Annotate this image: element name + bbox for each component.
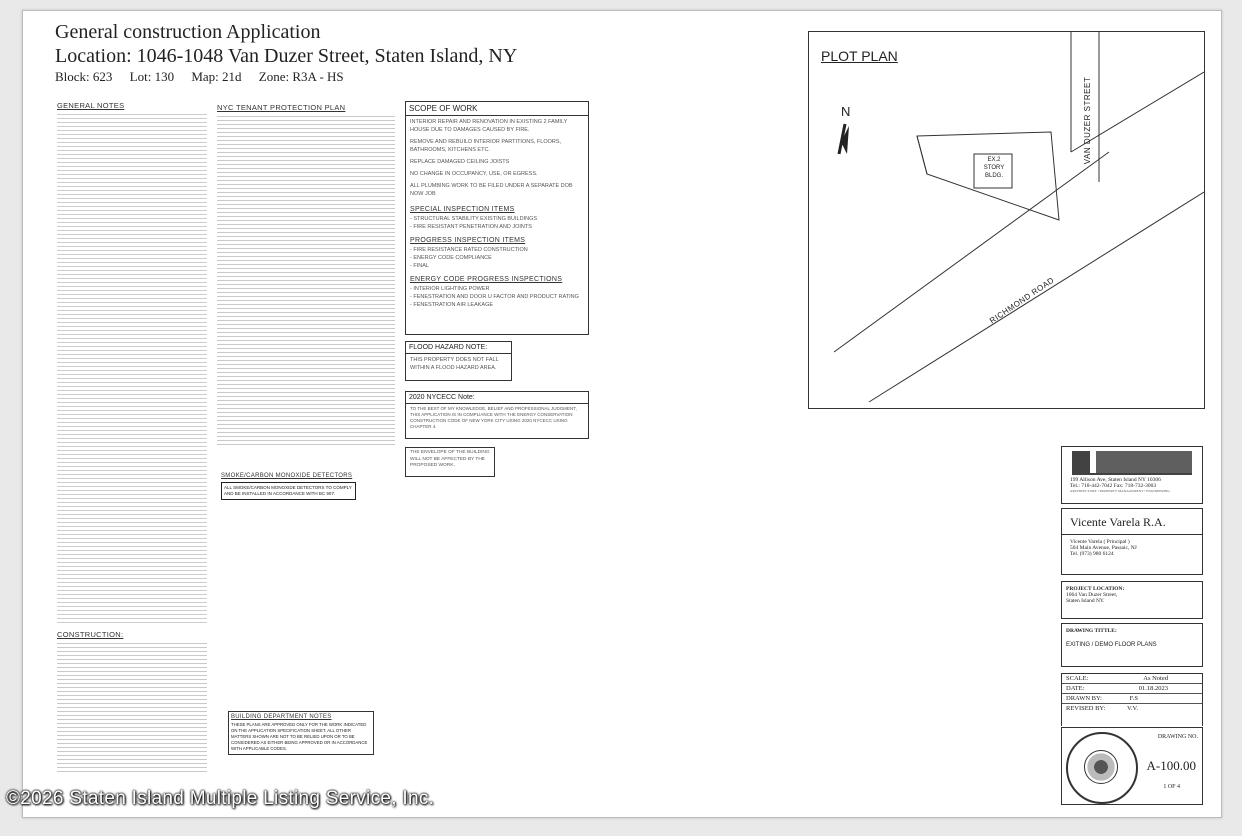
scale-row — [1062, 674, 1202, 684]
flood-text: THIS PROPERTY DOES NOT FALL WITHIN A FLOOD HAZARD AREA. — [410, 357, 499, 371]
street-label-van-duzer: VAN DUZER STREET — [1083, 76, 1093, 165]
special-title: SPECIAL INSPECTION ITEMS — [410, 206, 515, 213]
smoke-detectors — [221, 473, 356, 500]
architect-address: 504 Main Avenue, Passaic, NJ — [1070, 545, 1137, 551]
building-dept-notes — [228, 711, 374, 755]
scale-label: SCALE: — [1066, 675, 1089, 682]
company-address: 199 Allison Ave, Staten Island NY 10306 — [1070, 477, 1161, 483]
scope-line: REMOVE AND REBUILD INTERIOR PARTITIONS, FLOORS, BATHROOMS, KITCHENS ETC. — [410, 139, 562, 153]
flood-title: FLOOD HAZARD NOTE: — [406, 342, 511, 354]
drawing-title-block — [1061, 623, 1203, 667]
sheet-number: 1 OF 4 — [1163, 784, 1180, 790]
revised-value: V.V. — [1127, 705, 1138, 712]
project-location-block — [1061, 581, 1203, 619]
date-row — [1062, 684, 1202, 694]
general-notes — [57, 101, 207, 761]
page-title: General construction Application — [55, 21, 321, 43]
revised-label: REVISED BY: — [1066, 705, 1106, 712]
date-label: DATE: — [1066, 685, 1085, 692]
project-address-2: Staten Island NY. — [1066, 598, 1105, 604]
progress-item: - FINAL — [410, 263, 429, 269]
location: Location: 1046-1048 Van Duzer Street, Staten Island, NY — [55, 45, 518, 67]
architect-name: Vicente Varela R.A. — [1062, 509, 1202, 535]
energy-item: - INTERIOR LIGHTING POWER — [410, 286, 490, 292]
scope-line: REPLACE DAMAGED CEILING JOISTS — [410, 159, 510, 165]
architect-seal — [1066, 732, 1138, 804]
block: Block: 623 — [55, 69, 113, 84]
nycecc-title: 2020 NYCECC Note: — [406, 392, 588, 404]
scope-line: NO CHANGE IN OCCUPANCY, USE, OR EGRESS. — [410, 171, 538, 177]
drawing-sheet — [22, 10, 1222, 818]
energy-item: - FENESTRATION AND DOOR U FACTOR AND PRODUCT RATING — [410, 294, 579, 300]
revised-row — [1062, 704, 1202, 713]
drawing-title-label: DRAWING TITTLE: — [1066, 628, 1117, 634]
nycecc-text: TO THE BEST OF MY KNOWLEDGE, BELIEF AND PROFESSIONAL JUDGMENT, THIS APPLICATION IS IN COMPLIANCE WITH THE ENERGY CONSERVATION CONSTRUCTION CODE OF NEW YORK CITY USING 2020 NYCECC USING CHAPTER 4. — [410, 406, 577, 429]
progress-item: - FIRE RESISTANCE RATED CONSTRUCTION — [410, 247, 528, 253]
drawn-row — [1062, 694, 1202, 704]
building-dept-text: THESE PLANS ARE APPROVED ONLY FOR THE WORK INDICATED ON THE APPLICATION SPECIFICATION SHEET. ALL OTHER MATTERS SHOWN ARE NOT TO BE RELIED UPON OR TO BE CONSIDERED AS EITHER BEING APPROVED OR IN ACCORDANCE WITH APPLICABLE CODES. — [231, 722, 368, 751]
energy-item: - FENESTRATION AIR LEAKAGE — [410, 302, 494, 308]
construction-title: CONSTRUCTION: — [57, 630, 124, 639]
smoke-title: SMOKE/CARBON MONOXIDE DETECTORS — [221, 473, 353, 479]
street-label-richmond: RICHMOND ROAD — [987, 275, 1056, 326]
drawn-value: F.S — [1129, 695, 1138, 702]
north-label: N — [841, 104, 851, 119]
envelope-text: THE ENVELOPE OF THE BUILDING WILL NOT BE AFFECTED BY THE PROPOSED WORK. — [410, 450, 490, 468]
progress-title: PROGRESS INSPECTION ITEMS — [410, 237, 526, 244]
flood-hazard-note — [405, 341, 512, 381]
company-block — [1061, 446, 1203, 504]
company-phone: Tel.: 718-442-7042 Fax: 718-732-3003 — [1070, 483, 1157, 489]
drawing-number-block — [1061, 727, 1203, 805]
plot-plan — [808, 31, 1205, 409]
project-location-label: PROJECT LOCATION: — [1066, 586, 1125, 592]
architect-phone: Tel. (973) 980 6124 — [1070, 551, 1114, 557]
company-logo — [1072, 451, 1192, 475]
building-label: EX.2 STORY BLDG. — [983, 157, 1005, 179]
smoke-text: ALL SMOKE/CARBON MONOXIDE DETECTORS TO COMPLY AND BE INSTALLED IN ACCORDANCE WITH BC 907. — [224, 485, 352, 496]
copyright-watermark: ©2026 Staten Island Multiple Listing Service, Inc. — [6, 788, 435, 809]
general-notes-text — [57, 114, 207, 624]
plot-drawing — [809, 32, 1204, 408]
building-dept-title: BUILDING DEPARTMENT NOTES — [231, 714, 332, 720]
plot-plan-title: PLOT PLAN — [821, 48, 898, 64]
architect-block — [1061, 508, 1203, 575]
drawing-number: A-100.00 — [1146, 758, 1196, 773]
scope-of-work — [405, 101, 589, 335]
tenant-protection-title: NYC TENANT PROTECTION PLAN — [217, 103, 346, 112]
drawing-title: EXITING / DEMO FLOOR PLANS — [1066, 642, 1157, 648]
nycecc-note — [405, 391, 589, 439]
drawing-no-label: DRAWING NO. — [1157, 734, 1198, 740]
lot: Lot: 130 — [129, 69, 175, 84]
lot-info — [55, 69, 358, 85]
special-item: - STRUCTURAL STABILITY EXISTING BUILDINGS — [410, 216, 538, 222]
tenant-protection — [217, 103, 395, 463]
smoke-box — [221, 482, 356, 500]
company-services: ARCHITECTURE • PROPERTY MANAGEMENT • ENGINEERING — [1070, 489, 1170, 493]
construction-notes-text — [57, 643, 207, 773]
seal-inner — [1084, 750, 1118, 784]
envelope-note — [405, 447, 495, 477]
scale-value: As Noted — [1143, 675, 1168, 682]
project-address-1: 1064 Van Duzer Street, — [1066, 592, 1118, 598]
tenant-protection-text — [217, 116, 395, 446]
date-value: 01.18.2023 — [1138, 685, 1168, 692]
special-item: - FIRE RESISTANT PENETRATION AND JOINTS — [410, 224, 532, 230]
scope-line: ALL PLUMBING WORK TO BE FILED UNDER A SEPARATE DOB NOW JOB — [410, 183, 573, 197]
architect-principal: Vicente Varela ( Principal ) — [1070, 539, 1130, 545]
zone: Zone: R3A - HS — [258, 69, 344, 84]
map: Map: 21d — [191, 69, 242, 84]
energy-title: ENERGY CODE PROGRESS INSPECTIONS — [410, 276, 563, 283]
general-notes-title: GENERAL NOTES — [57, 101, 125, 110]
scope-title: SCOPE OF WORK — [406, 102, 588, 116]
drawing-info-block — [1061, 673, 1203, 726]
drawn-label: DRAWN BY: — [1066, 695, 1102, 702]
scope-line: INTERIOR REPAIR AND RENOVATION IN EXISTING 2 FAMILY HOUSE DUE TO DAMAGES CAUSED BY FIRE. — [410, 119, 568, 133]
progress-item: - ENERGY CODE COMPLIANCE — [410, 255, 492, 261]
